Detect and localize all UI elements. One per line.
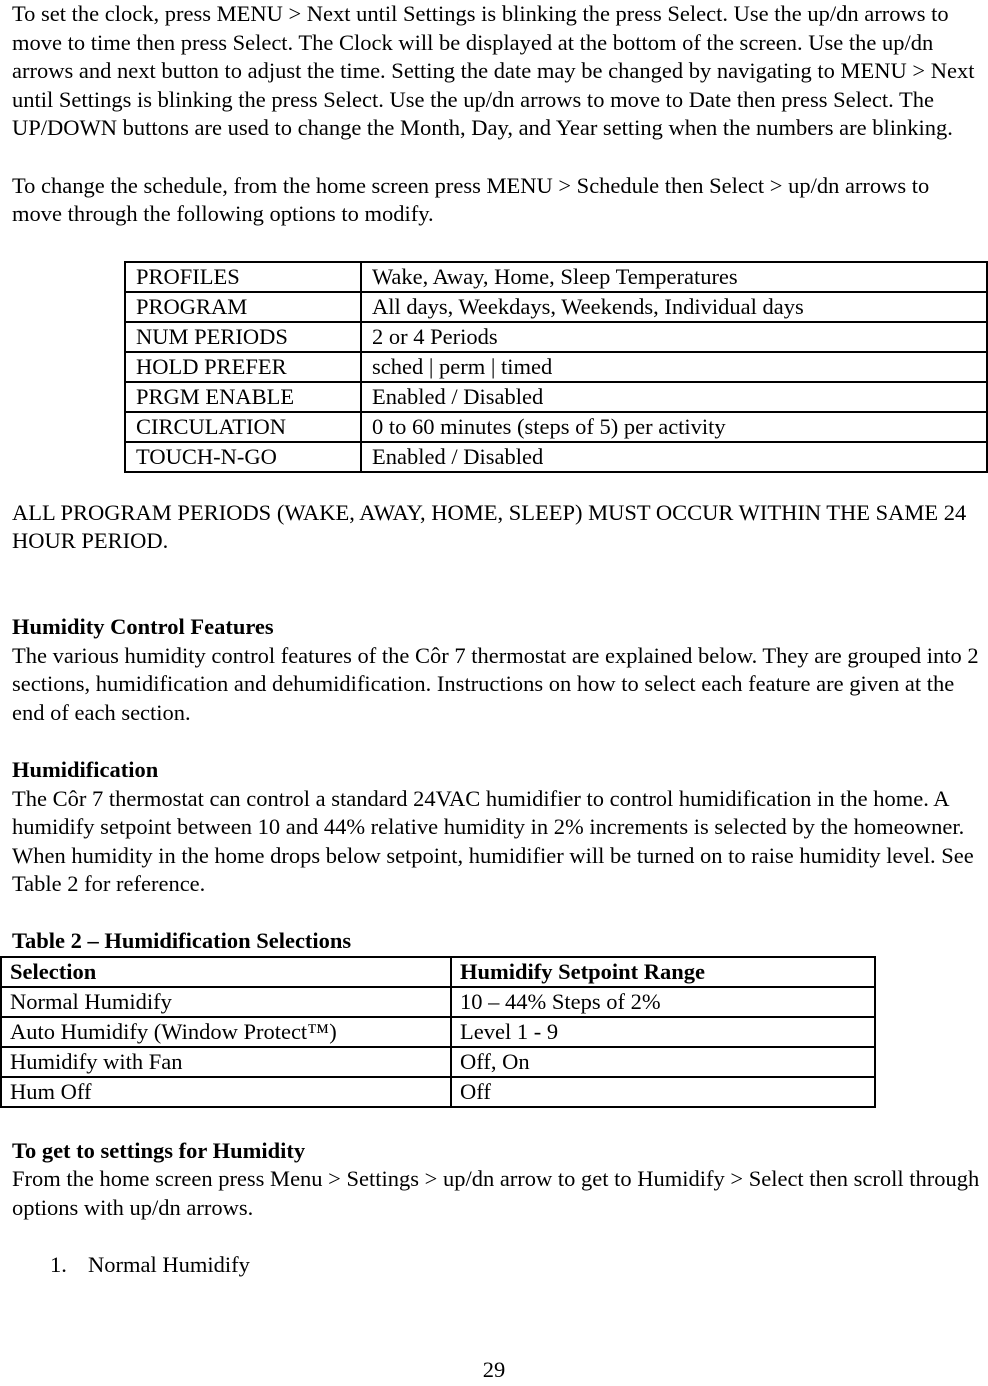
humidity-control-intro: The various humidity control features of the Côr 7 thermostat are explained below. They are grouped into 2 sections, humidification and dehumidification. Instructions on how to select each feature are given at the end of each section. [12,642,979,725]
page-number: 29 [482,1357,506,1382]
schedule-option-value: 0 to 60 minutes (steps of 5) per activity [361,412,987,442]
document-page [12,0,984,1280]
table-row [125,292,987,322]
setpoint-range-cell: Off [451,1077,875,1107]
selection-cell: Normal Humidify [1,987,451,1017]
schedule-option-value: Enabled / Disabled [361,382,987,412]
schedule-option-name: CIRCULATION [125,412,361,442]
table-row [1,1077,875,1107]
table2-caption: Table 2 – Humidification Selections [12,928,352,954]
table-row [125,442,987,472]
selection-cell: Humidify with Fan [1,1047,451,1077]
clock-paragraph: To set the clock, press MENU > Next until Settings is blinking the press Select. Use the up/dn arrows to move to time then press Select. The Clock will be displayed at the bottom of the screen. Use the up/dn arrows and next button to adjust the time. Setting the date may be changed by navigating to MENU > Next until Settings is blinking the press Select. Use the up/dn arrows to move to Date then press Select. The UP/DOWN buttons are used to change the Month, Day, and Year setting when the numbers are blinking. [12,1,975,141]
list-item-number: 1. [50,1252,67,1278]
selection-cell: Hum Off [1,1077,451,1107]
setpoint-range-cell: Level 1 - 9 [451,1017,875,1047]
column-header-setpoint-range: Humidify Setpoint Range [451,957,875,987]
list-item-label: Normal Humidify [88,1252,250,1278]
setpoint-range-cell: 10 – 44% Steps of 2% [451,987,875,1017]
schedule-option-name: PROFILES [125,262,361,292]
schedule-option-name: PRGM ENABLE [125,382,361,412]
table-header-row [1,957,875,987]
schedule-option-name: PROGRAM [125,292,361,322]
schedule-option-value: All days, Weekdays, Weekends, Individual days [361,292,987,322]
schedule-option-name: NUM PERIODS [125,322,361,352]
program-periods-notice: ALL PROGRAM PERIODS (WAKE, AWAY, HOME, SLEEP) MUST OCCUR WITHIN THE SAME 24 HOUR PERIOD. [12,499,967,554]
humidity-settings-heading: To get to settings for Humidity [12,1137,306,1163]
schedule-options-table [124,261,988,473]
table-row [1,987,875,1017]
humidity-control-heading: Humidity Control Features [12,613,274,639]
list-item [50,1251,984,1280]
humidity-settings-body: From the home screen press Menu > Settings > up/dn arrow to get to Humidify > Select then scroll through options with up/dn arrows. [12,1166,980,1220]
table-row [125,322,987,352]
schedule-option-name: TOUCH-N-GO [125,442,361,472]
schedule-option-value: Enabled / Disabled [361,442,987,472]
humidification-body: The Côr 7 thermostat can control a standard 24VAC humidifier to control humidification in the home. A humidify setpoint between 10 and 44% relative humidity in 2% increments is selected by the homeowner. When humidity in the home drops below setpoint, humidifier will be turned on to raise humidity level. See Table 2 for reference. [12,785,974,897]
schedule-option-value: 2 or 4 Periods [361,322,987,352]
selection-cell: Auto Humidify (Window Protect™) [1,1017,451,1047]
schedule-option-name: HOLD PREFER [125,352,361,382]
schedule-option-value: sched | perm | timed [361,352,987,382]
table-row [1,1047,875,1077]
table-row [125,382,987,412]
table-row [1,1017,875,1047]
column-header-selection: Selection [1,957,451,987]
setpoint-range-cell: Off, On [451,1047,875,1077]
schedule-option-value: Wake, Away, Home, Sleep Temperatures [361,262,987,292]
table-row [125,262,987,292]
humidification-heading: Humidification [12,756,159,782]
humidification-selections-table [0,956,876,1108]
table-row [125,352,987,382]
schedule-paragraph: To change the schedule, from the home screen press MENU > Schedule then Select > up/dn arrows to move through the following options to modify. [12,172,930,227]
table-row [125,412,987,442]
